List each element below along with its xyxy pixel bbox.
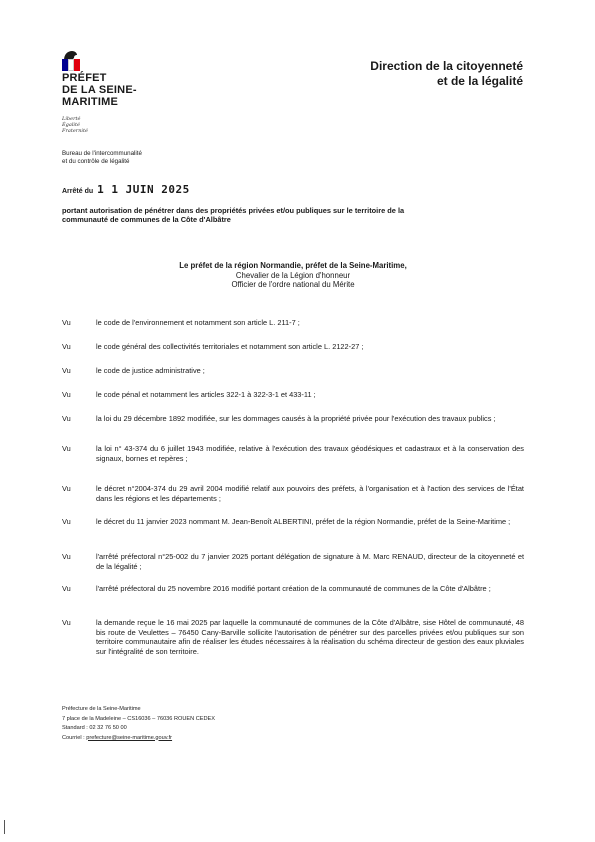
visa-item: Vu le code pénal et notamment les articles 322-1 à 322-3-1 et 433-11 ;	[62, 390, 316, 399]
prefecture-contact-footer: Préfecture de la Seine-Maritime 7 place de la Madeleine – CS16036 – 76036 ROUEN CEDEX Standard : 02 32 76 50 00 Courriel : prefecture@seine-maritime.gouv.fr	[62, 706, 215, 741]
prefecture-logo-text: PRÉFET DE LA SEINE- MARITIME	[62, 72, 137, 108]
republic-flag-icon	[62, 58, 82, 70]
email-link[interactable]: prefecture@seine-maritime.gouv.fr	[86, 734, 173, 741]
decree-subject: portant autorisation de pénétrer dans des propriétés privées et/ou publiques sur le territoire de la communauté de communes de la Côte d'Albâtre	[62, 206, 405, 224]
visa-item: Vu le décret n°2004-374 du 29 avril 2004 modifié relatif aux pouvoirs des préfets, à l'organisation et à l'action des services de l'État dans les régions et les départements ;	[62, 484, 524, 503]
issuing-direction: Direction de la citoyenneté et de la légalité	[370, 59, 523, 88]
visa-item: Vu le décret du 11 janvier 2023 nommant M. Jean-Benoît ALBERTINI, préfet de la région Normandie, préfet de la Seine-Maritime ;	[62, 517, 511, 526]
visa-item: Vu la loi n° 43-374 du 6 juillet 1943 modifiée, relative à l'exécution des travaux géodésiques et cadastraux et à la conservation des signaux, bornes et repères ;	[62, 444, 524, 463]
email-label: Courriel :	[62, 734, 85, 741]
republic-motto: Liberté Égalité Fraternité	[62, 116, 88, 134]
decree-label: Arrêté du	[62, 188, 94, 195]
visa-item: Vu le code de l'environnement et notamment son article L. 211-7 ;	[62, 318, 300, 327]
visa-item: Vu l'arrêté préfectoral n°25-002 du 7 janvier 2025 portant délégation de signature à M. Marc RENAUD, directeur de la citoyenneté et de la légalité ;	[62, 552, 524, 571]
visa-item: Vu la loi du 29 décembre 1892 modifiée, sur les dommages causés à la propriété privée pour l'exécution des travaux publics ;	[62, 414, 496, 423]
issuing-bureau: Bureau de l'intercommunalité et du contrôle de légalité	[62, 150, 142, 165]
decree-date-line	[62, 183, 190, 196]
decree-date-stamp: 1 1 JUIN 2025	[97, 183, 190, 196]
prefect-titles: Le préfet de la région Normandie, préfet de la Seine-Maritime, Chevalier de la Légion d'honneur Officier de l'ordre national du Mérite	[179, 261, 407, 289]
page-margin-mark	[4, 820, 5, 834]
visa-item: Vu le code général des collectivités territoriales et notamment son article L. 2122-27 ;	[62, 342, 364, 351]
visa-item: Vu la demande reçue le 16 mai 2025 par laquelle la communauté de communes de la Côte d'Albâtre, sise Hôtel de communauté, 48 bis route de Veulettes – 76450 Cany-Barville sollicite l'autorisation de pénétrer sur des parcelles privées et/ou publiques sur son territoire communautaire afin de réaliser les études nécessaires à la réalisation du schéma directeur de gestion des eaux pluviales sur l'intégralité de son territoire.	[62, 618, 524, 656]
visa-item: Vu le code de justice administrative ;	[62, 366, 205, 375]
visa-item: Vu l'arrêté préfectoral du 25 novembre 2016 modifié portant création de la communauté de communes de la Côte d'Albâtre ;	[62, 584, 491, 593]
